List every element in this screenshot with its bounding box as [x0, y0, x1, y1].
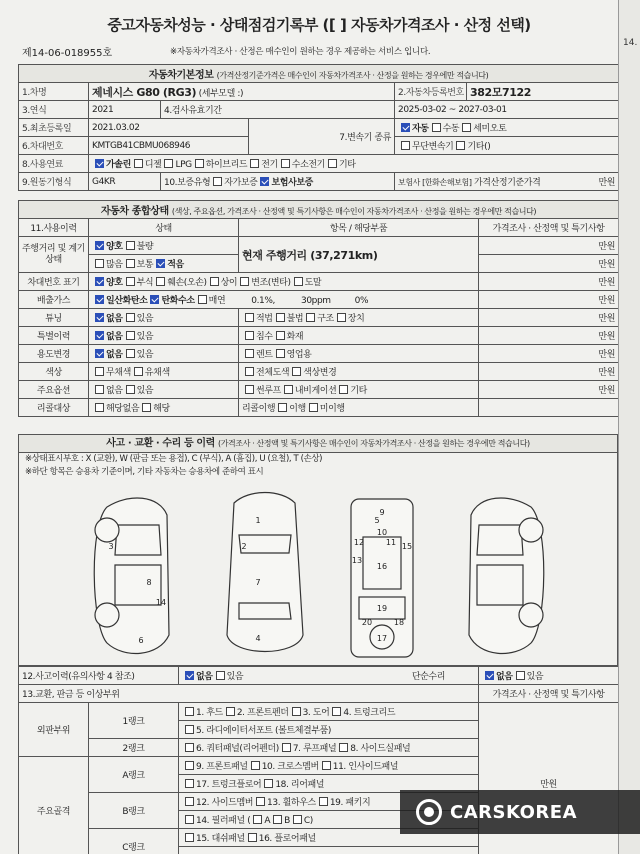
checkbox-checked[interactable] [156, 259, 165, 268]
checkbox[interactable] [126, 385, 135, 394]
checkbox[interactable] [185, 797, 194, 806]
checkbox[interactable] [322, 761, 331, 770]
checkbox[interactable] [251, 761, 260, 770]
price-cell: 만원 [479, 363, 619, 381]
checkbox[interactable] [245, 349, 254, 358]
checkbox[interactable] [276, 331, 285, 340]
checkbox[interactable] [134, 367, 143, 376]
mileage-state: 양호 불량 [89, 237, 239, 255]
checkbox-checked[interactable] [485, 671, 494, 680]
checkbox-checked[interactable] [95, 159, 104, 168]
fuel-options: 가솔린 디젤 LPG 하이브리드 전기 수소전기 기타 [89, 155, 619, 173]
transmission-label: 7.변속기 종류 [249, 119, 395, 155]
part-label-15: 15 [401, 542, 413, 551]
rankA-row1: 9. 프론트패널 10. 크로스멤버 11. 인사이드패널 [179, 757, 479, 775]
checkbox-checked[interactable] [150, 295, 159, 304]
col-price-notes: 가격조사 · 산정액 및 특기사항 [479, 219, 619, 237]
part-label-1: 1 [255, 516, 261, 525]
checkbox[interactable] [248, 833, 257, 842]
checkbox[interactable] [95, 367, 104, 376]
checkbox[interactable] [281, 159, 290, 168]
rankC-row: 15. 대쉬패널 16. 플로어패널 [179, 829, 479, 847]
checkbox-checked[interactable] [95, 331, 104, 340]
parts-price-cell: 만원 [479, 703, 619, 854]
checkbox-checked[interactable] [95, 313, 104, 322]
checkbox[interactable] [245, 331, 254, 340]
checkbox[interactable] [319, 797, 328, 806]
checkbox[interactable] [185, 743, 194, 752]
checkbox[interactable] [328, 159, 337, 168]
part-label-18: 18 [393, 618, 405, 627]
usage-change-state: 없음 있음 [89, 345, 239, 363]
checkbox-checked[interactable] [95, 241, 104, 250]
vin-marking-options: 양호 부식 훼손(오손) 상이 변조(변타) 도말 [89, 273, 479, 291]
replacement-label: 13.교환, 판금 등 이상부위 [19, 685, 479, 703]
document-note: ※자동차가격조사 · 산정은 매수인이 원하는 경우 제공하는 서비스 입니다. [170, 47, 431, 57]
checkbox-checked[interactable] [95, 295, 104, 304]
checkbox[interactable] [185, 707, 194, 716]
document-title: 중고자동차성능 · 상태점검기록부 ([ ] 자동차가격조사 · 산정 선택) [107, 16, 531, 34]
color-state: 무채색 유채색 [89, 363, 239, 381]
status-code-note: ※상태표시부호 : X (교환), W (판금 또는 용접), C (부식), A (흠집), U (요철), T (손상) [25, 454, 323, 464]
simple-repair-options: 없음 있음 [479, 667, 619, 685]
tuning-state: 없음 있음 [89, 309, 239, 327]
car-diagram [19, 485, 619, 665]
price-cell-empty [479, 399, 619, 417]
plate-value: 382모7122 [467, 83, 619, 101]
checkbox[interactable] [213, 177, 222, 186]
checkbox[interactable] [516, 671, 525, 680]
mileage-label: 주행거리 및 계기상태 [19, 237, 89, 273]
price-cell: 만원 [479, 255, 619, 273]
checkbox[interactable] [126, 241, 135, 250]
checkbox[interactable] [309, 403, 318, 412]
car-top-view [227, 493, 303, 652]
checkbox[interactable] [264, 779, 273, 788]
price-cell: 만원 [479, 327, 619, 345]
part-label-17: 17 [376, 634, 388, 643]
checkbox[interactable] [273, 815, 282, 824]
checkbox[interactable] [292, 707, 301, 716]
rankB-label: B랭크 [89, 793, 179, 829]
reference-price: 보험사 [한화손해보험] 가격산정기준가격 만원 [395, 173, 619, 191]
next-page-number: 14. [623, 38, 638, 48]
engine-type-value: G4KR [89, 173, 161, 191]
special-history-state: 없음 있음 [89, 327, 239, 345]
vin-marking-label: 차대번호 표기 [19, 273, 89, 291]
checkbox[interactable] [185, 833, 194, 842]
accident-header: 사고 · 교환 · 수리 등 이력 (가격조사 · 산정액 및 특기사항은 매수인이 자동차가격조사 · 산정을 원하는 경우에만 적습니다) [19, 435, 617, 453]
checkbox[interactable] [134, 159, 143, 168]
checkbox-checked[interactable] [95, 277, 104, 286]
checkbox[interactable] [195, 159, 204, 168]
checkbox[interactable] [126, 277, 135, 286]
checkbox[interactable] [198, 295, 207, 304]
checkbox[interactable] [278, 403, 287, 412]
checkbox-checked[interactable] [260, 177, 269, 186]
checkbox[interactable] [284, 385, 293, 394]
checkbox[interactable] [245, 313, 254, 322]
first-registration-value: 2021.03.02 [89, 119, 249, 137]
accident-history-options: 없음 있음 단순수리 [179, 667, 479, 685]
rankB-row1: 12. 사이드멤버 13. 휠하우스 19. 패키지 [179, 793, 479, 811]
car-side-right [469, 498, 544, 654]
checkbox[interactable] [276, 313, 285, 322]
rankB-row2: 14. 필러패널 ( A B C) [179, 811, 479, 829]
checkbox[interactable] [432, 123, 441, 132]
checkbox[interactable] [126, 331, 135, 340]
rankA-label: A랭크 [89, 757, 179, 793]
checkbox[interactable] [292, 367, 301, 376]
col-status: 상태 [89, 219, 239, 237]
rankA-row2: 17. 트렁크플로어 18. 리어패널 [179, 775, 479, 793]
plate-label: 2.자동차등록번호 [395, 83, 467, 101]
rank1-label: 1랭크 [89, 703, 179, 739]
accident-history-label: 12.사고이력(유의사항 4 참조) [19, 667, 179, 685]
part-label-19: 19 [376, 604, 388, 613]
transmission-row2: 무단변속기 기타() [395, 137, 619, 155]
checkbox[interactable] [294, 277, 303, 286]
transmission-row1: 자동 수동 세미오토 [395, 119, 619, 137]
model-year-label: 3.연식 [19, 101, 89, 119]
status-header: 자동차 종합상태 (색상, 주요옵션, 가격조사 · 산정액 및 특기사항은 매수인이 자동차가격조사 · 산정을 원하는 경우에만 적습니다) [19, 201, 619, 219]
recall-items: 리콜이행 이행 미이행 [239, 399, 479, 417]
engine-type-label: 9.원동기형식 [19, 173, 89, 191]
part-label-7: 7 [255, 578, 261, 587]
col-items: 항목 / 해당부품 [239, 219, 479, 237]
checkbox[interactable] [282, 743, 291, 752]
part-label-3: 3 [108, 542, 114, 551]
checkbox[interactable] [245, 367, 254, 376]
checkbox[interactable] [240, 277, 249, 286]
checkbox[interactable] [293, 815, 302, 824]
emission-options: 일산화탄소 탄화수소 매연 0.1%, 30ppm 0% [89, 291, 479, 309]
col-price-notes-2: 가격조사 · 산정액 및 특기사항 [479, 685, 619, 703]
special-history-label: 특별이력 [19, 327, 89, 345]
accident-diagram-section [18, 434, 618, 666]
usage-change-label: 용도변경 [19, 345, 89, 363]
price-cell: 만원 [479, 291, 619, 309]
part-label-9: 9 [379, 508, 385, 517]
checkbox[interactable] [339, 743, 348, 752]
checkbox[interactable] [456, 141, 465, 150]
checkbox[interactable] [142, 403, 151, 412]
checkbox[interactable] [337, 313, 346, 322]
checkbox[interactable] [185, 815, 194, 824]
part-label-10: 10 [376, 528, 388, 537]
checkbox[interactable] [332, 707, 341, 716]
rankC-label: C랭크 [89, 829, 179, 854]
passenger-car-note: ※하단 항목은 승용차 기준이며, 기타 자동차는 승용차에 준하여 표시 [25, 467, 264, 477]
inspection-validity-label: 4.검사유효기간 [161, 101, 395, 119]
checkbox[interactable] [245, 385, 254, 394]
price-cell: 만원 [479, 345, 619, 363]
overall-status-table [18, 200, 619, 417]
color-label: 색상 [19, 363, 89, 381]
inspection-validity-value: 2025-03-02 ~ 2027-03-01 [395, 101, 619, 119]
checkbox[interactable] [216, 671, 225, 680]
checkbox[interactable] [126, 313, 135, 322]
car-name-value: 제네시스 G80 (RG3) (세부모델 :) [89, 83, 395, 101]
checkbox[interactable] [306, 313, 315, 322]
checkbox[interactable] [126, 349, 135, 358]
checkbox[interactable] [276, 349, 285, 358]
col-usage-history: 11.사용이력 [19, 219, 89, 237]
options-label: 주요옵션 [19, 381, 89, 399]
fuel-label: 8.사용연료 [19, 155, 89, 173]
next-page-edge [618, 0, 640, 854]
rank1-row1: 1. 후드 2. 프론트펜더 3. 도어 4. 트렁크리드 [179, 703, 479, 721]
part-label-4: 4 [255, 634, 261, 643]
recall-label: 리콜대상 [19, 399, 89, 417]
options-items: 썬루프 내비게이션 기타 [239, 381, 479, 399]
checkbox[interactable] [462, 123, 471, 132]
checkbox-checked[interactable] [185, 671, 194, 680]
rank2-label: 2랭크 [89, 739, 179, 757]
vin-value: KMTGB41CBMU068946 [89, 137, 249, 155]
part-label-5: 5 [374, 516, 380, 525]
rank1-row2: 5. 라디에이터서포트 (볼트체결부품) [179, 721, 479, 739]
basic-info-header: 자동차기본정보 (가격산정기준가격은 매수인이 자동차가격조사 · 산정을 원하는 경우에만 적습니다) [19, 65, 619, 83]
checkbox-checked[interactable] [401, 123, 410, 132]
price-cell: 만원 [479, 273, 619, 291]
checkbox[interactable] [253, 815, 262, 824]
warranty: 10.보증유형 자가보증 보험사보증 [161, 173, 395, 191]
part-label-11: 11 [385, 538, 397, 547]
first-registration-label: 5.최초등록일 [19, 119, 89, 137]
special-history-items: 침수 화재 [239, 327, 479, 345]
checkbox[interactable] [256, 797, 265, 806]
checkbox[interactable] [185, 779, 194, 788]
part-label-16: 16 [376, 562, 388, 571]
part-label-14: 14 [155, 598, 167, 607]
part-label-20: 20 [361, 618, 373, 627]
price-cell: 만원 [479, 237, 619, 255]
rank2-row: 6. 쿼터패널(리어펜더) 7. 루프패널 8. 사이드실패널 [179, 739, 479, 757]
part-label-12: 12 [353, 538, 365, 547]
recall-state: 해당없음 해당 [89, 399, 239, 417]
checkbox[interactable] [126, 259, 135, 268]
main-frame-label: 주요골격 [19, 757, 89, 854]
car-name-label: 1.차명 [19, 83, 89, 101]
document-number: 제14-06-018955호 [22, 48, 113, 59]
basic-info-table [18, 64, 619, 191]
checkbox[interactable] [226, 707, 235, 716]
checkbox[interactable] [339, 385, 348, 394]
model-year-value: 2021 [89, 101, 161, 119]
rankC-empty [179, 847, 479, 854]
part-label-8: 8 [146, 578, 152, 587]
options-state: 없음 있음 [89, 381, 239, 399]
checkbox[interactable] [185, 725, 194, 734]
checkbox[interactable] [164, 159, 173, 168]
mileage-amount: 많음 보통 적음 [89, 255, 239, 273]
checkbox[interactable] [156, 277, 165, 286]
checkbox-checked[interactable] [95, 349, 104, 358]
price-cell: 만원 [479, 309, 619, 327]
part-label-6: 6 [138, 636, 144, 645]
checkbox[interactable] [95, 259, 104, 268]
price-cell: 만원 [479, 381, 619, 399]
outer-panel-label: 외판부위 [19, 703, 89, 757]
carskorea-logo-text: CARSKOREA [450, 801, 577, 823]
color-items: 전체도색 색상변경 [239, 363, 479, 381]
usage-change-items: 렌트 영업용 [239, 345, 479, 363]
part-label-2: 2 [241, 542, 247, 551]
vin-label: 6.차대번호 [19, 137, 89, 155]
checkbox[interactable] [250, 159, 259, 168]
checkbox[interactable] [401, 141, 410, 150]
carskorea-watermark [400, 790, 640, 834]
checkbox[interactable] [210, 277, 219, 286]
carskorea-logo-icon [416, 799, 442, 825]
emission-label: 배출가스 [19, 291, 89, 309]
part-label-13: 13 [351, 556, 363, 565]
checkbox[interactable] [95, 403, 104, 412]
car-side-left [94, 498, 169, 654]
checkbox[interactable] [185, 761, 194, 770]
tuning-items: 적법 불법 구조 장치 [239, 309, 479, 327]
mileage-value: 현재 주행거리 (37,271km) [239, 237, 479, 273]
checkbox[interactable] [95, 385, 104, 394]
tuning-label: 튜닝 [19, 309, 89, 327]
